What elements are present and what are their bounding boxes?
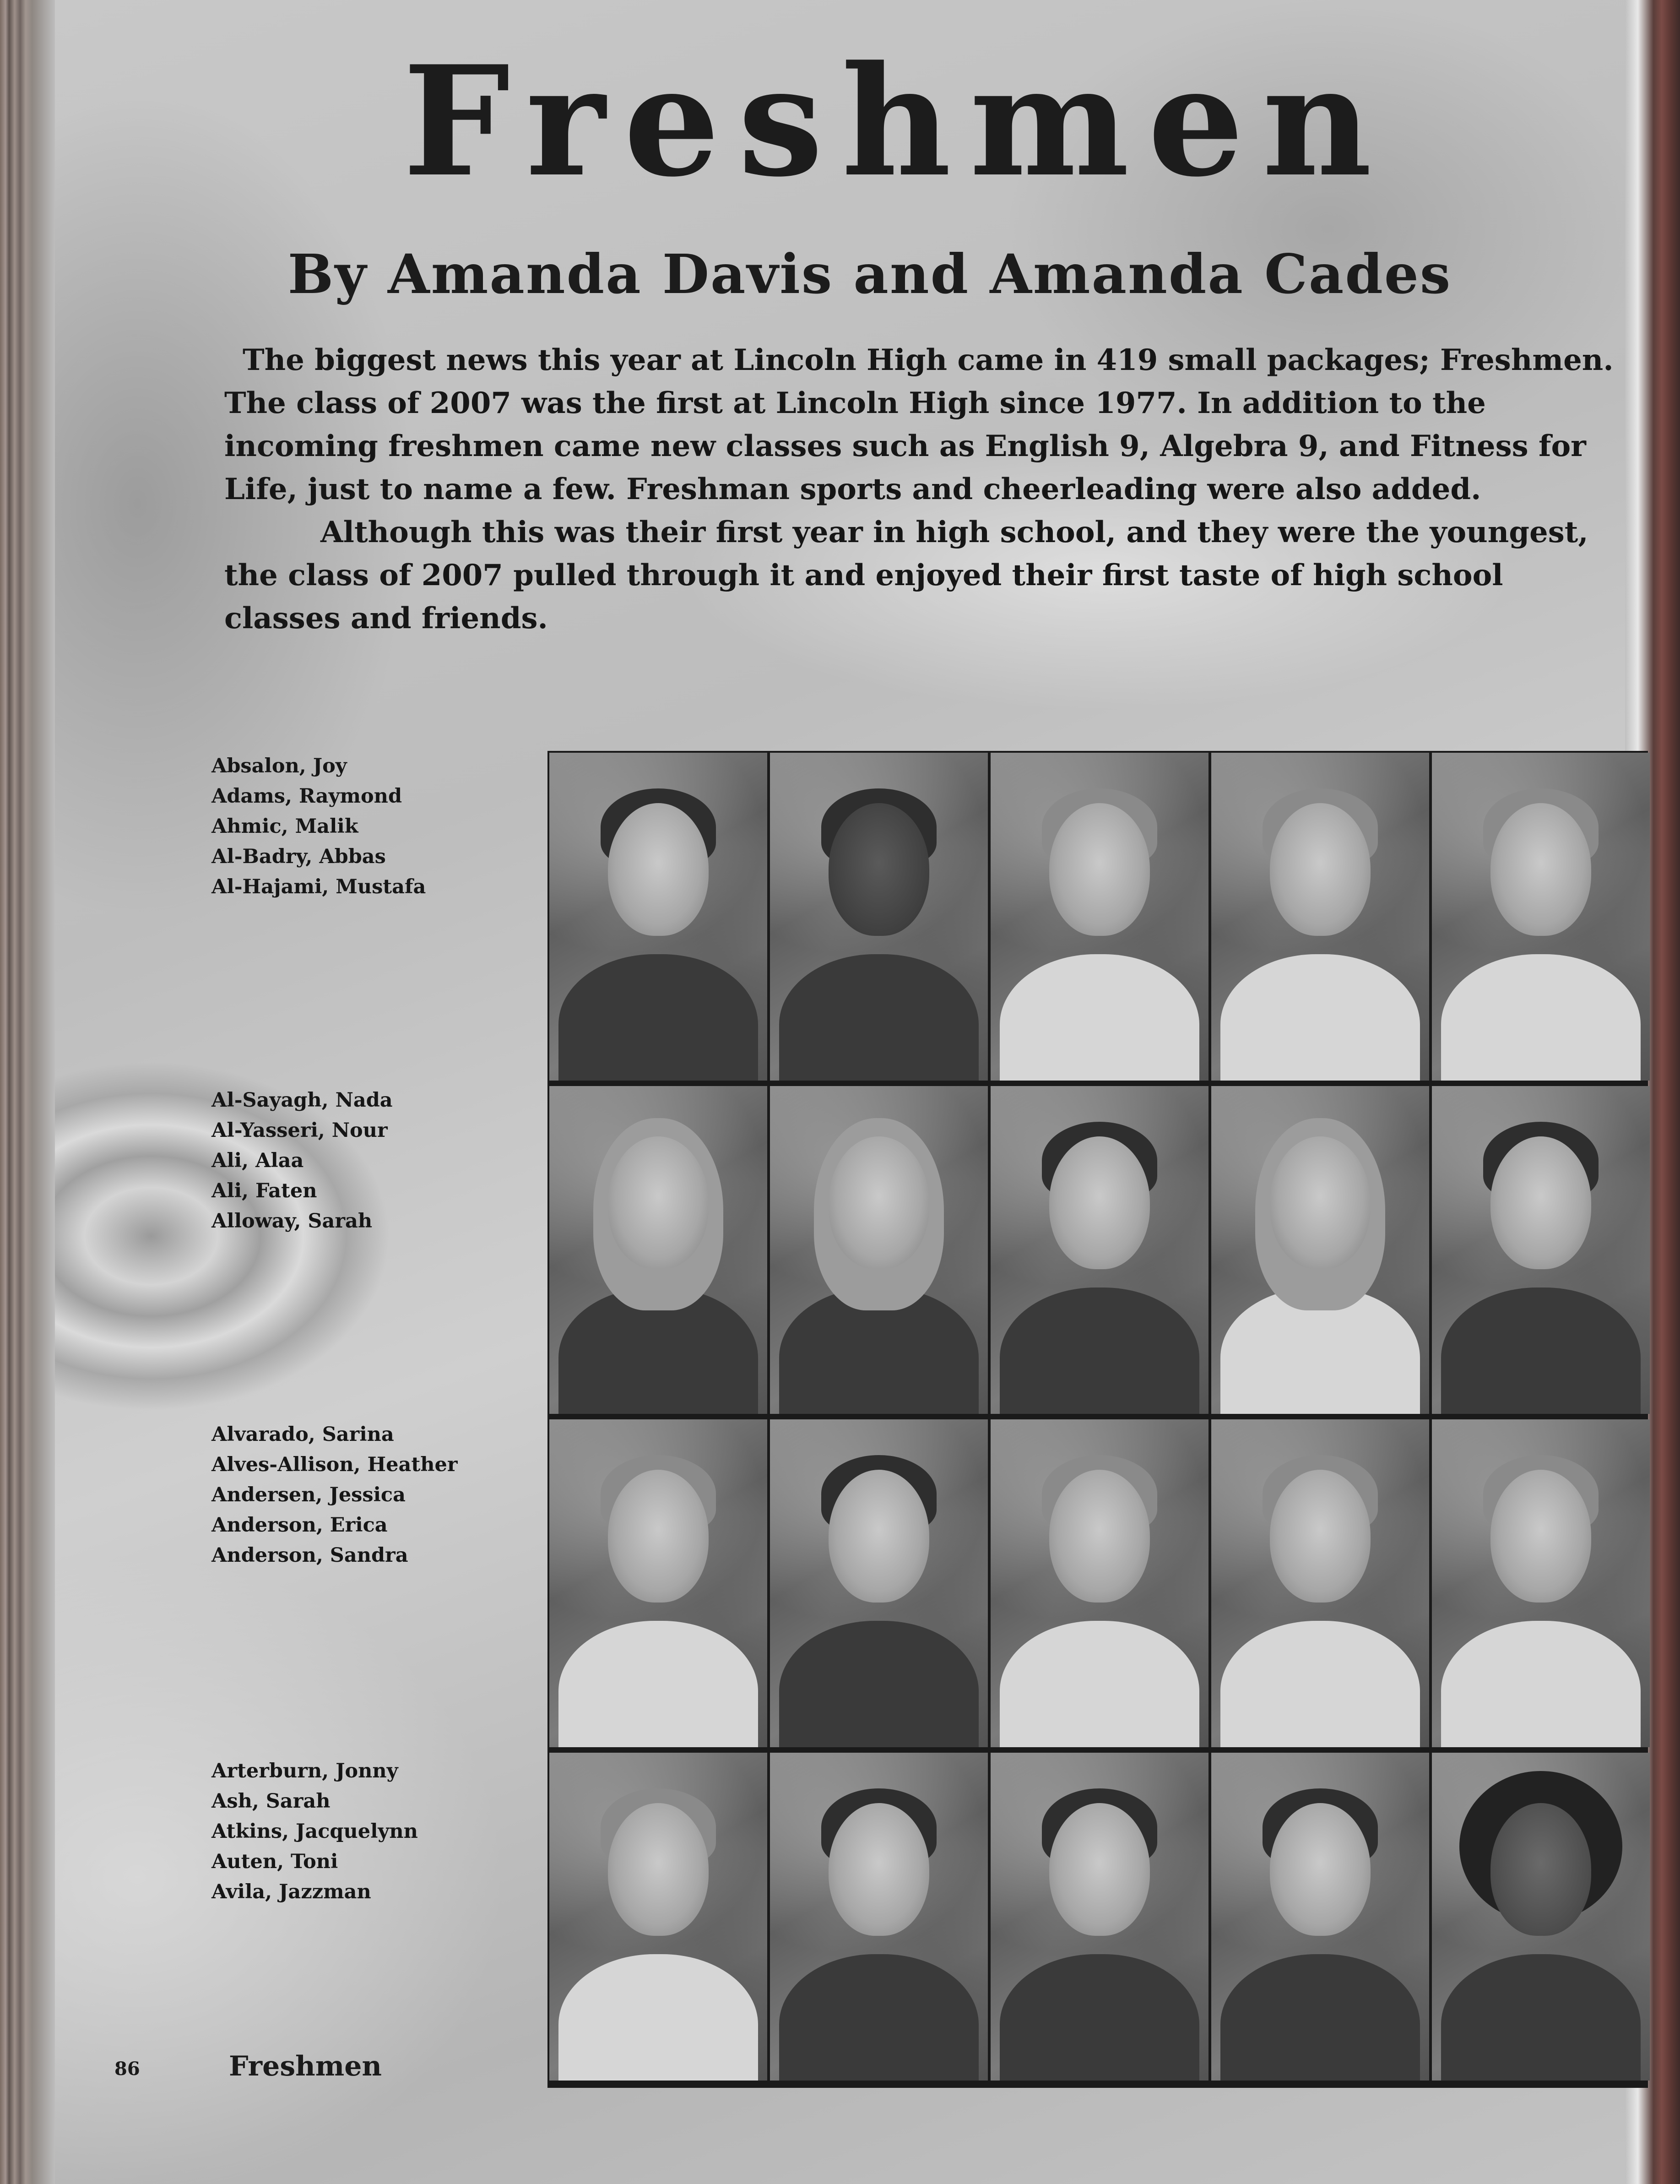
name-list-row-3 [211,1419,468,1570]
student-name: Al-Badry, Abbas [211,845,386,868]
student-portrait [1432,753,1650,1081]
student-portrait [770,1419,988,1747]
student-portrait [549,1086,767,1414]
student-name: Anderson, Erica [211,1514,388,1537]
student-portrait [549,1419,767,1747]
student-name: Alloway, Sarah [211,1210,373,1233]
student-name: Auten, Toni [211,1850,338,1873]
student-portrait [770,1753,988,2081]
student-portrait [770,753,988,1081]
student-portrait [991,1753,1209,2081]
name-list-row-2 [211,1085,468,1236]
student-name: Ali, Faten [211,1179,317,1202]
student-name: Al-Yasseri, Nour [211,1119,388,1142]
student-name: Ash, Sarah [211,1790,331,1813]
footer-section-label: Freshmen [229,2050,382,2082]
student-portrait [1211,753,1429,1081]
student-portrait [549,1753,767,2081]
page-number: 86 [114,2058,140,2080]
student-portrait [991,1419,1209,1747]
intro-paragraph-2: Although this was their first year in high school, and they were the youngest, the class of 2007 pulled through it and enjoyed their first taste of high school classes and friends. [224,515,1588,636]
name-list-row-1 [211,751,468,902]
page-binding-left [0,0,55,2184]
student-name: Adams, Raymond [211,785,402,808]
student-name: Atkins, Jacquelynn [211,1820,418,1843]
student-portrait [991,753,1209,1081]
student-portrait [770,1086,988,1414]
name-list-row-4 [211,1756,468,1907]
student-name: Ahmic, Malik [211,815,358,838]
student-name: Arterburn, Jonny [211,1760,398,1782]
student-name: Avila, Jazzman [211,1880,371,1903]
student-name: Al-Sayagh, Nada [211,1089,393,1112]
portrait-grid [547,751,1648,2088]
student-portrait [1432,1753,1650,2081]
page-title: Freshmen [403,33,1391,210]
student-name: Anderson, Sandra [211,1544,408,1567]
student-name: Alvarado, Sarina [211,1423,394,1446]
byline: By Amanda Davis and Amanda Cades [287,242,1452,306]
student-portrait [1211,1753,1429,2081]
intro-paragraph-1: The biggest news this year at Lincoln High came in 419 small packages; Freshmen. The class of 2007 was the first at Lincoln High since 1977. In addition to the incoming freshmen came new classes such as English 9, Algebra 9, and Fitness for Life, just to name a few. Freshman sports and cheerleading were also added. [224,343,1614,506]
student-name: Absalon, Joy [211,755,347,777]
student-name: Al-Hajami, Mustafa [211,875,426,898]
student-portrait [991,1086,1209,1414]
intro-text [224,339,1625,640]
student-portrait [1432,1419,1650,1747]
student-portrait [1211,1086,1429,1414]
student-name: Ali, Alaa [211,1149,304,1172]
student-name: Alves-Allison, Heather [211,1453,458,1476]
student-name: Andersen, Jessica [211,1483,406,1506]
student-portrait [1432,1086,1650,1414]
student-portrait [1211,1419,1429,1747]
student-portrait [549,753,767,1081]
